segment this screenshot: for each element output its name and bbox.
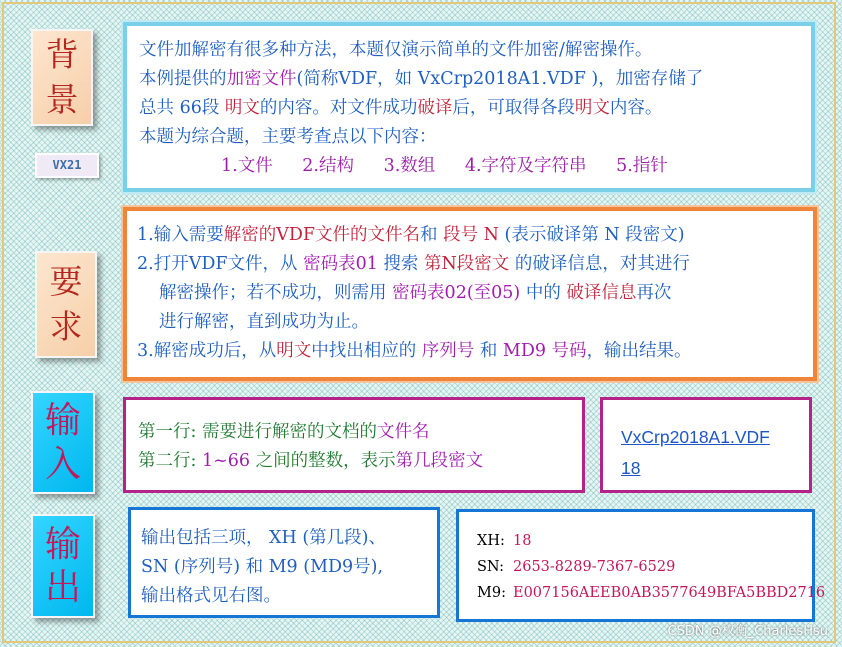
background-line-1: 文件加解密有很多种方法，本题仅演示简单的文件加密/解密操作。 — [139, 40, 653, 60]
requirement-3: 3.解密成功后，从明文中找出相应的 序列号 和 MD9 号码，输出结果。 — [137, 341, 692, 361]
output-line-1: 输出包括三项， XH (第几段)、 — [141, 528, 386, 548]
input-line-1: 第一行: 需要进行解密的文档的文件名 — [138, 422, 430, 442]
section-label-output — [31, 514, 95, 618]
input-description-panel — [123, 397, 585, 493]
background-line-2: 本例提供的加密文件(简称VDF，如 VxCrp2018A1.VDF )，加密存储了 — [139, 69, 704, 89]
version-tag: VX21 — [35, 153, 99, 178]
requirement-2: 2.打开VDF文件，从 密码表01 搜索 第N段密文 的破译信息，对其进行 — [137, 254, 690, 274]
topic-item: 5.指针 — [616, 156, 668, 176]
output-line-3: 输出格式见右图。 — [141, 586, 281, 606]
section-label-background-top: 背 — [45, 34, 79, 74]
topic-item: 2.结构 — [302, 156, 354, 176]
topic-item: 4.字符及字符串 — [464, 156, 587, 176]
output-sn-row: SN: 2653-8289-7367-6529 — [477, 559, 676, 575]
section-label-background-bottom: 景 — [45, 79, 79, 119]
section-label-input-top: 输 — [44, 400, 81, 442]
input-example-panel — [600, 397, 812, 493]
output-line-2: SN (序列号) 和 M9 (MD9号), — [141, 557, 384, 577]
background-line-3: 总共 66段 明文的内容。对文件成功破译后，可取得各段明文内容。 — [139, 98, 663, 118]
requirement-2-cont: 解密操作；若不成功，则需用 密码表02(至05) 中的 破译信息再次 — [159, 283, 672, 303]
input-filename-link[interactable]: VxCrp2018A1.VDF — [621, 427, 770, 447]
requirement-2-end: 进行解密，直到成功为止。 — [159, 312, 369, 332]
topic-item: 3.数组 — [383, 156, 436, 176]
section-label-requirements-bottom: 求 — [49, 306, 83, 346]
background-line-4: 本题为综合题，主要考查点以下内容： — [139, 127, 437, 147]
section-label-input-bottom: 入 — [44, 443, 81, 485]
background-panel — [123, 22, 815, 192]
output-example-panel — [456, 509, 826, 622]
input-line-2: 第二行: 1~66 之间的整数，表示第几段密文 — [138, 451, 484, 471]
output-m9-row: M9: E007156AEEB0AB3577649BFA5BBD2716 — [477, 585, 826, 601]
requirements-panel — [123, 207, 817, 381]
watermark: CSDN @权衡_CharlesHsu — [667, 624, 828, 639]
section-label-output-bottom: 出 — [44, 567, 81, 608]
section-label-requirements-top: 要 — [49, 261, 83, 301]
topic-item: 1.文件 — [221, 156, 273, 176]
output-description-panel — [128, 507, 440, 618]
topics-list — [139, 152, 799, 181]
section-label-requirements — [35, 251, 97, 358]
input-segment-link[interactable]: 18 — [621, 458, 641, 478]
output-xh-row: XH: 18 — [477, 533, 532, 549]
section-label-input — [31, 391, 95, 494]
section-label-output-top: 输 — [44, 523, 81, 565]
section-label-background — [31, 29, 93, 126]
requirement-1: 1.输入需要解密的VDF文件的文件名和 段号 N (表示破译第 N 段密文) — [137, 225, 685, 245]
